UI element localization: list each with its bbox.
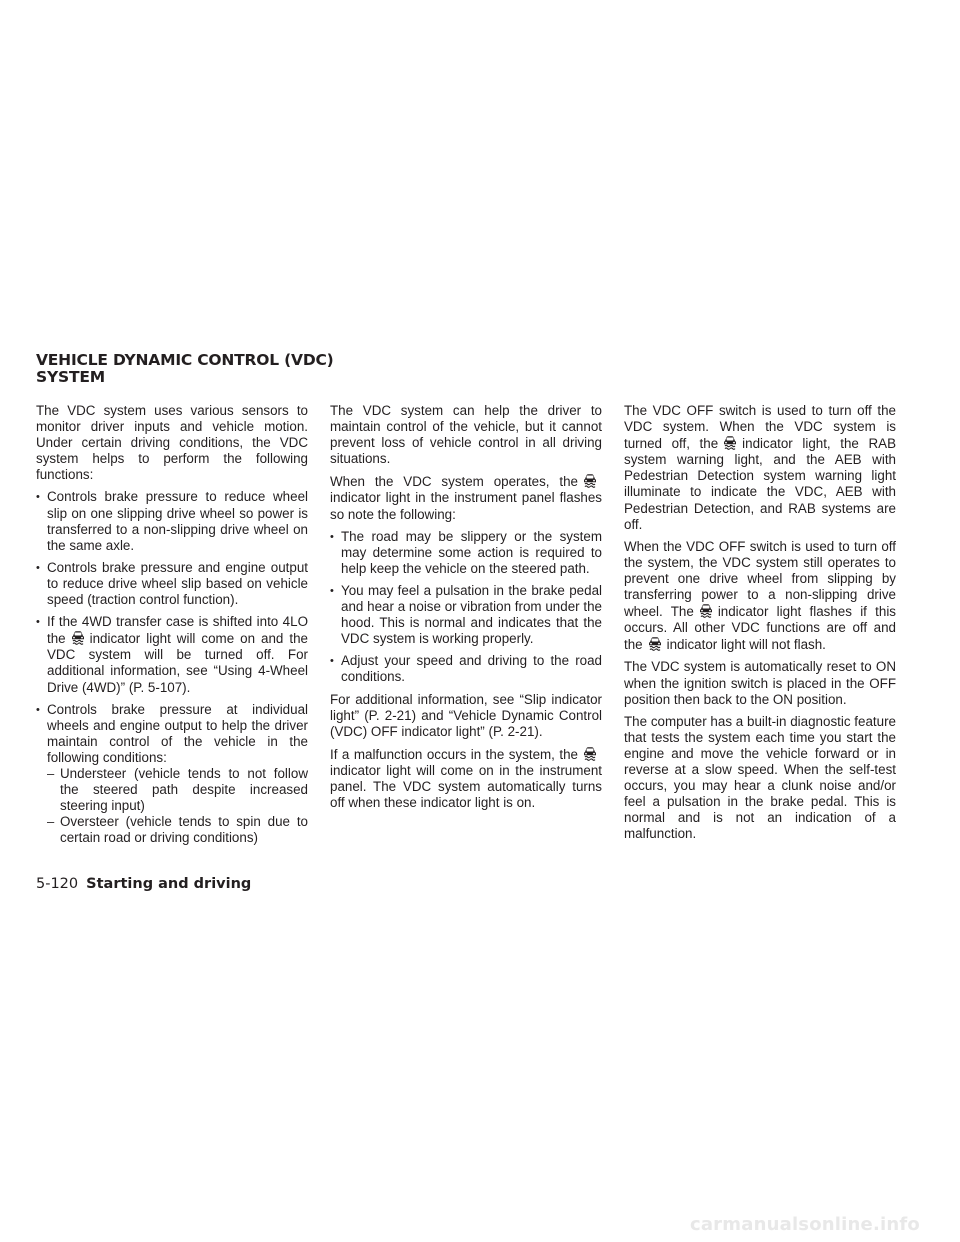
- function-item-wheel-slip: • Controls brake pressure to reduce wheel slip on one slipping drive wheel so power is transferred to a non-slipping drive wheel on the same axle.: [36, 489, 308, 553]
- column-2: [330, 403, 602, 817]
- slip-indicator-icon: [69, 630, 87, 645]
- vdc-off-switch-paragraph: [624, 403, 896, 533]
- vdc-still-operates-paragraph: [624, 539, 896, 654]
- vdc-off-switch-text-start: The VDC OFF switch is used to turn off the VDC system. When the VDC system is turned off, the: [624, 403, 896, 452]
- vdc-operates-text-start: When the VDC system operates, the: [330, 474, 578, 490]
- slip-indicator-icon: [646, 636, 664, 651]
- condition-item-understeer: – Understeer (vehicle tends to not follow the steered path despite increased steering input): [47, 766, 308, 814]
- slip-indicator-icon: [581, 746, 599, 761]
- column-3: [624, 403, 896, 848]
- page-number: 5-120: [36, 876, 79, 892]
- vdc-operates-text-end: indicator light in the instrument panel flashes so note the following:: [330, 490, 602, 522]
- function-item-4lo: [36, 614, 308, 695]
- vdc-operates-paragraph: [330, 473, 602, 522]
- malfunction-text-start: If a malfunction occurs in the system, the: [330, 746, 578, 762]
- page-footer: [36, 876, 251, 892]
- function-item-individual-wheels-text: Controls brake pressure at individual wheels and engine output to help the driver maintain control of the vehicle in the following conditions:: [47, 701, 308, 765]
- slip-indicator-icon: [581, 473, 599, 488]
- note-item-slippery-road: • The road may be slippery or the system may determine some action is required to help keep the vehicle on the steered path.: [330, 529, 602, 577]
- column-1: [36, 403, 308, 852]
- vdc-off-switch-text-end: indicator light, the RAB system warning light, and the AEB with Pedestrian Detection system warning light illuminate to indicate the VDC, AEB with Pedestrian Detection, and RAB systems are off.: [624, 436, 896, 532]
- auto-reset-paragraph: The VDC system is automatically reset to ON when the ignition switch is placed in the OFF position then back to the ON position.: [624, 659, 896, 707]
- slip-indicator-icon: [697, 603, 715, 618]
- section-heading: [36, 352, 336, 386]
- function-item-traction-control: • Controls brake pressure and engine output to reduce drive wheel slip based on vehicle speed (traction control function).: [36, 560, 308, 608]
- vdc-still-operates-text-end: indicator light will not flash.: [666, 637, 826, 653]
- condition-list: [47, 766, 308, 846]
- watermark: carmanualsonline.info: [689, 1214, 920, 1235]
- malfunction-text-end: indicator light will come on in the instrument panel. The VDC system automatically turns off when these indicator light is on.: [330, 762, 602, 811]
- section-heading-line2: SYSTEM: [36, 368, 105, 386]
- self-test-paragraph: The computer has a built-in diagnostic feature that tests the system each time you start the engine and move the vehicle forward or in reverse at a slow speed. When the self-test occurs, you may hear a clunk noise and/or feel a pulsation in the brake pedal. This is normal and is not an indication of a malfunction.: [624, 713, 896, 842]
- intro-paragraph: The VDC system uses various sensors to monitor driver inputs and vehicle motion. Under certain driving conditions, the VDC system helps to perform the following functions:: [36, 403, 308, 483]
- vdc-still-operates-text-start: When the VDC OFF switch is used to turn off the system, the VDC system still operates to prevent one drive wheel from slipping by transferring power to a non-slipping drive wheel. The: [624, 538, 896, 620]
- function-list: [36, 489, 308, 846]
- condition-item-oversteer: – Oversteer (vehicle tends to spin due to certain road or driving conditions): [47, 814, 308, 846]
- vdc-limit-paragraph: The VDC system can help the driver to maintain control of the vehicle, but it cannot prevent loss of vehicle control in all driving situations.: [330, 403, 602, 467]
- vdc-off-indicator-icon: [721, 435, 739, 450]
- note-item-adjust-speed: • Adjust your speed and driving to the road conditions.: [330, 653, 602, 685]
- additional-info-paragraph: For additional information, see “Slip indicator light” (P. 2-21) and “Vehicle Dynamic Control (VDC) OFF indicator light” (P. 2-21).: [330, 691, 602, 739]
- function-item-4lo-text-end: indicator light will come on and the VDC system will be turned off. For additional information, see “Using 4-Wheel Drive (4WD)” (P. 5-107).: [47, 631, 308, 695]
- section-name: Starting and driving: [86, 876, 252, 892]
- note-item-pulsation: • You may feel a pulsation in the brake pedal and hear a noise or vibration from under the hood. This is normal and indicates that the VDC system is working properly.: [330, 583, 602, 647]
- function-item-4lo-text-start: If the 4WD transfer case is shifted into 4LO the: [47, 614, 308, 647]
- malfunction-paragraph: [330, 746, 602, 811]
- section-heading-line1: VEHICLE DYNAMIC CONTROL (VDC): [36, 351, 334, 369]
- vdc-still-operates-text-mid: indicator light flashes if this occurs. All other VDC functions are off and the: [624, 604, 896, 653]
- function-item-individual-wheels: [36, 702, 308, 847]
- note-list: [330, 529, 602, 686]
